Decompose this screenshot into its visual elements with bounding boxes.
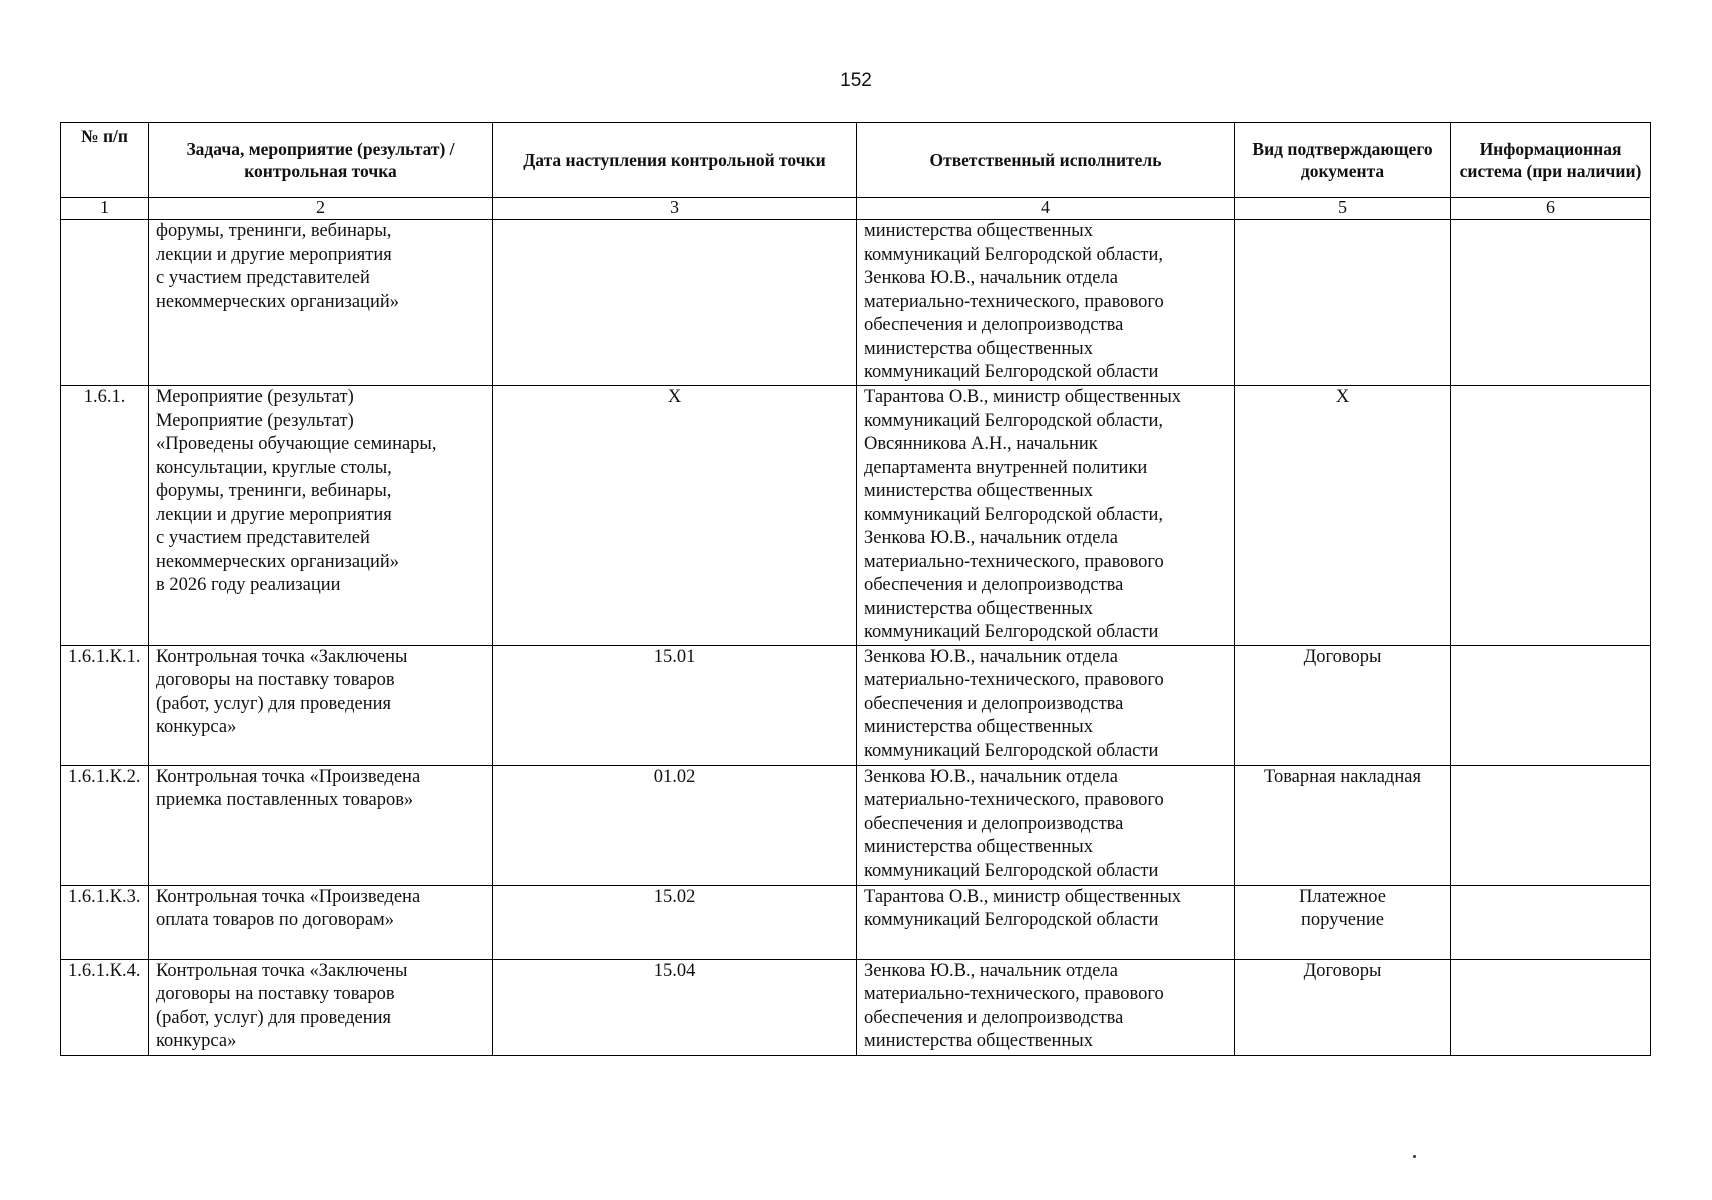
responsible-cell: Тарантова О.В., министр общественных коммуникаций Белгородской области, Овсянникова А.Н., начальник департамента внутренней политики министерства общественных коммуникаций Белгородской области, Зенкова Ю.В., начальник отдела материально-технического, правового обеспечения и делопроизводства министерства общественных коммуникаций Белгородской области xyxy=(857,386,1235,646)
table-row xyxy=(61,885,1651,959)
table-row xyxy=(61,220,1651,386)
plan-table xyxy=(60,122,1651,1056)
header-date: Дата наступления контрольной точки xyxy=(493,123,857,198)
date-cell xyxy=(493,220,857,386)
task-cell: Мероприятие (результат) Мероприятие (результат) «Проведены обучающие семинары, консультации, круглые столы, форумы, тренинги, вебинары, лекции и другие мероприятия с участием представителей некоммерческих организаций» в 2026 году реализации xyxy=(149,386,493,646)
task-cell: форумы, тренинги, вебинары, лекции и другие мероприятия с участием представителей некоммерческих организаций» xyxy=(149,220,493,386)
row-number-cell: 1.6.1.К.1. xyxy=(61,645,149,765)
row-number-cell xyxy=(61,220,149,386)
document-type-cell: Договоры xyxy=(1235,645,1451,765)
info-system-cell xyxy=(1451,220,1651,386)
date-cell: 15.01 xyxy=(493,645,857,765)
info-system-cell xyxy=(1451,386,1651,646)
document-type-cell xyxy=(1235,220,1451,386)
header-document: Вид подтверждающего документа xyxy=(1235,123,1451,198)
table-row xyxy=(61,765,1651,885)
page-number: 152 xyxy=(840,70,872,91)
task-cell: Контрольная точка «Заключены договоры на поставку товаров (работ, услуг) для проведения конкурса» xyxy=(149,645,493,765)
row-number-cell: 1.6.1. xyxy=(61,386,149,646)
scan-speck xyxy=(1413,1155,1416,1158)
column-number: 5 xyxy=(1235,198,1451,220)
info-system-cell xyxy=(1451,885,1651,959)
row-number-cell: 1.6.1.К.3. xyxy=(61,885,149,959)
document-type-cell: Договоры xyxy=(1235,959,1451,1055)
task-cell: Контрольная точка «Заключены договоры на поставку товаров (работ, услуг) для проведения конкурса» xyxy=(149,959,493,1055)
table-row xyxy=(61,645,1651,765)
row-number-cell: 1.6.1.К.2. xyxy=(61,765,149,885)
document-type-cell: Платежное поручение xyxy=(1235,885,1451,959)
header-system: Информационная система (при наличии) xyxy=(1451,123,1651,198)
date-cell: 15.04 xyxy=(493,959,857,1055)
document-type-cell: Товарная накладная xyxy=(1235,765,1451,885)
responsible-cell: Зенкова Ю.В., начальник отдела материально-технического, правового обеспечения и делопроизводства министерства общественных коммуникаций Белгородской области xyxy=(857,645,1235,765)
responsible-cell: министерства общественных коммуникаций Белгородской области, Зенкова Ю.В., начальник отдела материально-технического, правового обеспечения и делопроизводства министерства общественных коммуникаций Белгородской области xyxy=(857,220,1235,386)
info-system-cell xyxy=(1451,645,1651,765)
column-number: 4 xyxy=(857,198,1235,220)
header-number: № п/п xyxy=(61,123,149,198)
date-cell: 15.02 xyxy=(493,885,857,959)
responsible-cell: Зенкова Ю.В., начальник отдела материально-технического, правового обеспечения и делопроизводства министерства общественных коммуникаций Белгородской области xyxy=(857,765,1235,885)
header-responsible: Ответственный исполнитель xyxy=(857,123,1235,198)
column-number: 1 xyxy=(61,198,149,220)
date-cell: 01.02 xyxy=(493,765,857,885)
header-task: Задача, мероприятие (результат) / контрольная точка xyxy=(149,123,493,198)
date-cell: X xyxy=(493,386,857,646)
header-row xyxy=(61,123,1651,198)
info-system-cell xyxy=(1451,765,1651,885)
row-number-cell: 1.6.1.К.4. xyxy=(61,959,149,1055)
task-cell: Контрольная точка «Произведена приемка поставленных товаров» xyxy=(149,765,493,885)
column-number: 3 xyxy=(493,198,857,220)
column-number: 6 xyxy=(1451,198,1651,220)
responsible-cell: Зенкова Ю.В., начальник отдела материально-технического, правового обеспечения и делопроизводства министерства общественных xyxy=(857,959,1235,1055)
document-type-cell: X xyxy=(1235,386,1451,646)
column-number: 2 xyxy=(149,198,493,220)
info-system-cell xyxy=(1451,959,1651,1055)
table-row xyxy=(61,959,1651,1055)
table-row xyxy=(61,386,1651,646)
column-number-row xyxy=(61,198,1651,220)
task-cell: Контрольная точка «Произведена оплата товаров по договорам» xyxy=(149,885,493,959)
responsible-cell: Тарантова О.В., министр общественных коммуникаций Белгородской области xyxy=(857,885,1235,959)
